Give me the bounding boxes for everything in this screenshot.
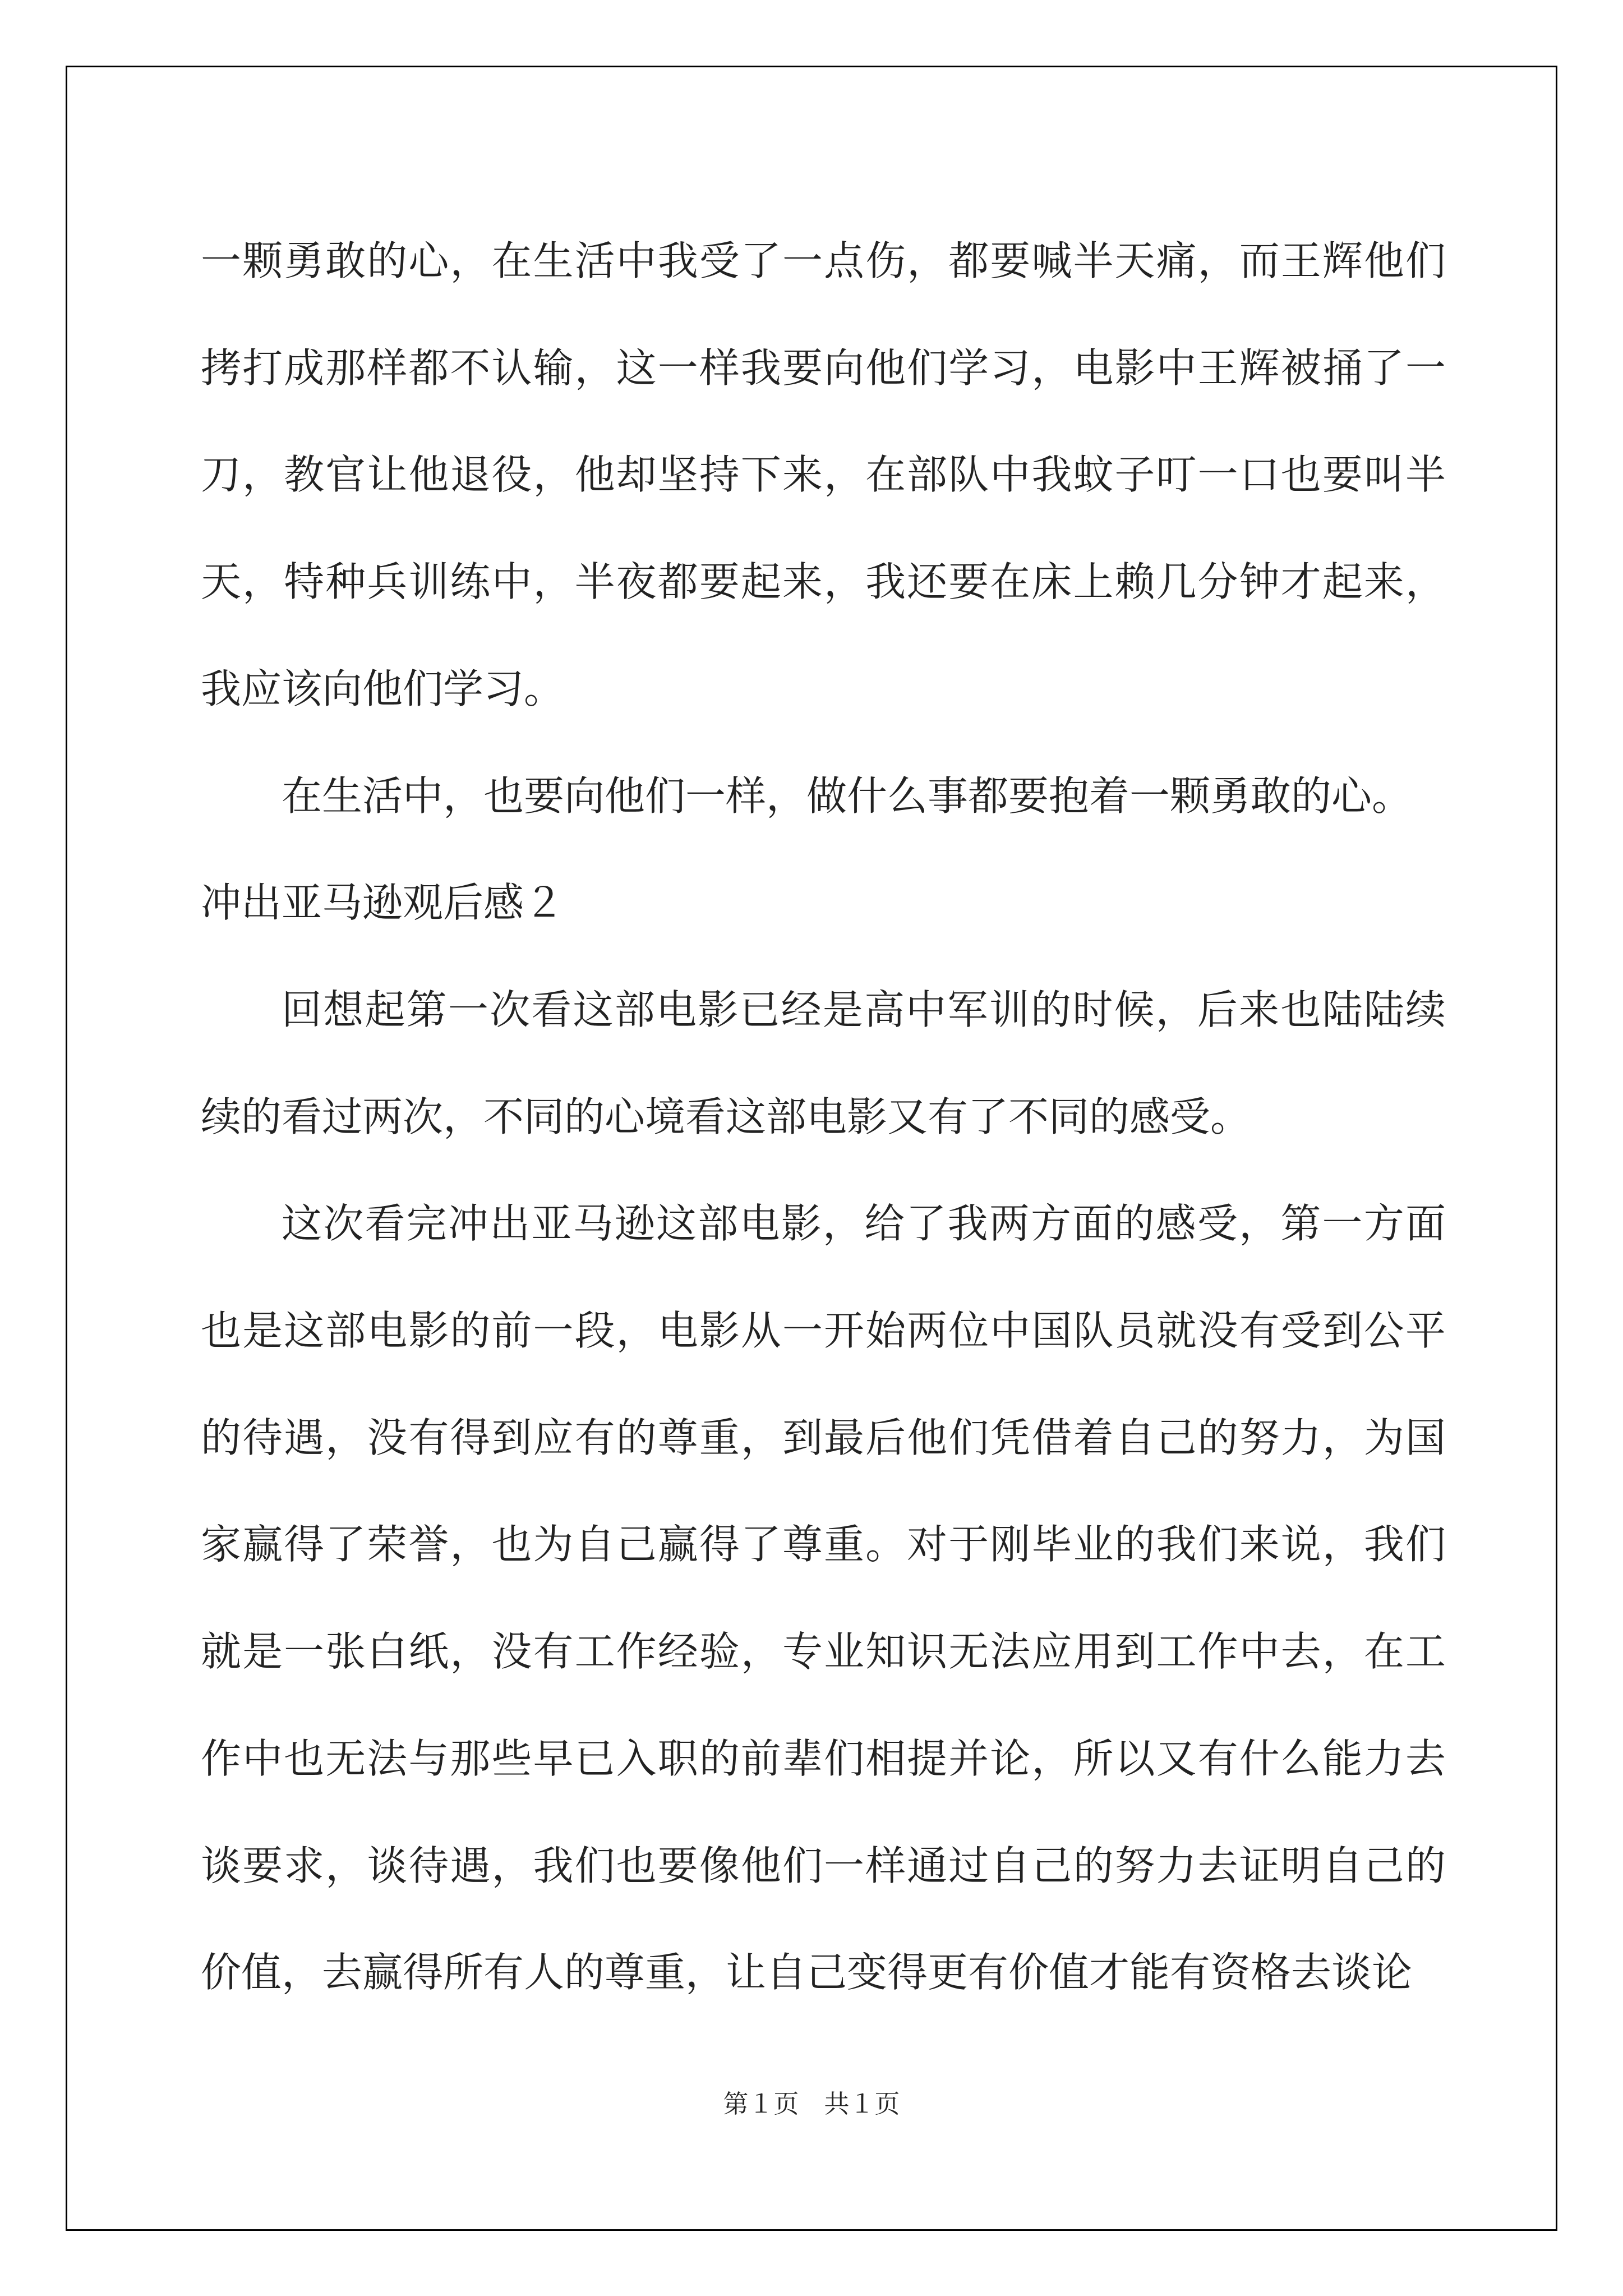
section-heading: 冲出亚马逊观后感２ [201, 879, 565, 927]
paragraph-4: 这次看完冲出亚马逊这部电影，给了我两方面的感受，第一方面也是这部电影的前一段，电影从一开始两位中国队员就没有受到公平的待遇，没有得到应有的尊重，到最后他们凭借着自己的努力，为国家赢得了荣誉，也为自己赢得了尊重。对于刚毕业的我们来说，我们就是一张白纸，没有工作经验，专业知识无法应用到工作中去，在工作中也无法与那些早已入职的前辈们相提并论，所以又有什么能力去谈要求，谈待遇，我们也要像他们一样通过自己的努力去证明自己的价值，去赢得所有人的尊重，让自己变得更有价值才能有资格去谈论 [201, 1200, 1446, 1996]
paragraph-3: 回想起第一次看这部电影已经是高中军训的时候，后来也陆陆续续的看过两次，不同的心境看这部电影又有了不同的感受。 [201, 986, 1446, 1140]
page-footer: 第１页 共１页 [723, 2089, 900, 2119]
paragraph-2: 在生活中，也要向他们一样，做什么事都要抱着一颗勇敢的心。 [282, 772, 1413, 820]
document-body [201, 208, 1446, 2026]
paragraph-1: 一颗勇敢的心，在生活中我受了一点伤，都要喊半天痛，而王辉他们拷打成那样都不认输，这一样我要向他们学习，电影中王辉被捅了一刀，教官让他退役，他却坚持下来，在部队中我蚊子叮一口也要叫半天，特种兵训练中，半夜都要起来，我还要在床上赖几分钟才起来，我应该向他们学习。 [201, 237, 1446, 712]
